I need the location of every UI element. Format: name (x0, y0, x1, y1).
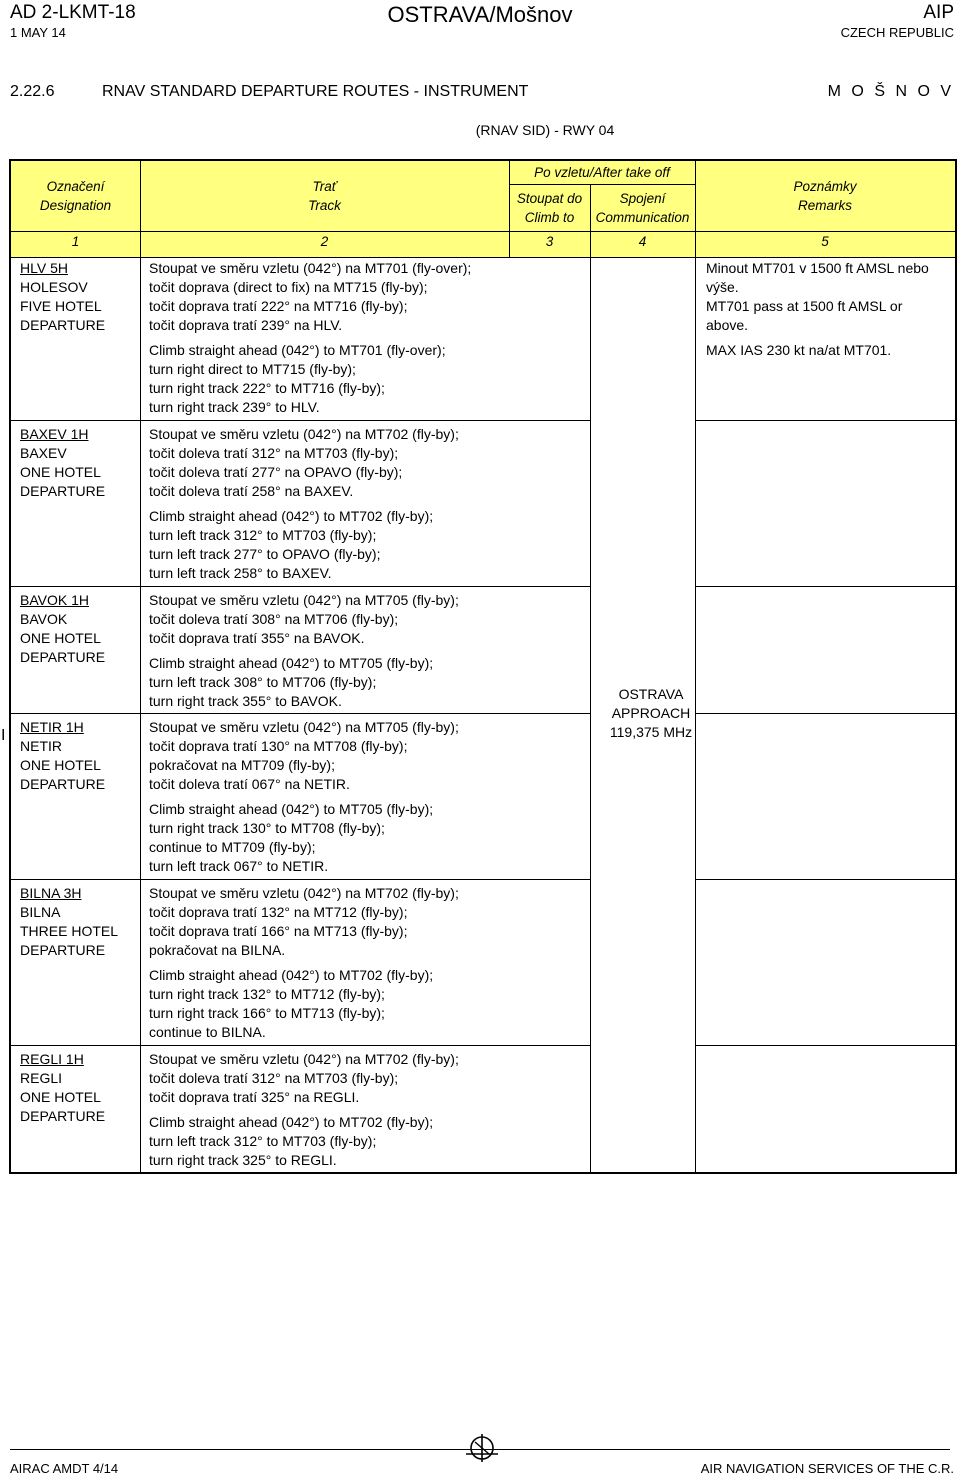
route-designation-bavok1h (20, 591, 105, 667)
track-line: turn right track 325° to REGLI. (149, 1152, 337, 1168)
track-en (149, 341, 599, 417)
track-en (149, 800, 599, 876)
track-line: turn left track 277° to OPAVO (fly-by); (149, 546, 381, 562)
route-name-line: DEPARTURE (20, 776, 106, 792)
track-line: Stoupat ve směru vzletu (042°) na MT705 (fly-by); (149, 719, 459, 735)
route-track-bilna3h (149, 884, 599, 1042)
column-number-2: 2 (320, 234, 329, 249)
row-divider-5-remarks (695, 1045, 955, 1046)
track-line: Stoupat ve směru vzletu (042°) na MT701 (fly-over); (149, 260, 472, 276)
ans-logo-icon (462, 1432, 502, 1471)
remarks-header-cz: Poznámky (793, 179, 857, 194)
route-name-line: THREE HOTEL (20, 923, 119, 939)
route-name-line: BAXEV (20, 445, 67, 461)
column-divider-4 (695, 161, 696, 1172)
row-divider-3-remarks (695, 713, 955, 714)
change-bar: I (1, 727, 6, 744)
track-en (149, 966, 599, 1042)
track-line: Climb straight ahead (042°) to MT702 (fly-by); (149, 508, 434, 524)
track-line: pokračovat na BILNA. (149, 942, 286, 958)
header-divider-after-takeoff (509, 184, 695, 185)
section-place: M O Š N O V (827, 83, 954, 100)
track-header-cz: Trať (312, 179, 337, 194)
track-cz (149, 425, 599, 501)
track-line: točit doleva tratí 277° na OPAVO (fly-by); (149, 464, 403, 480)
track-cz (149, 884, 599, 960)
track-line: turn right track 130° to MT708 (fly-by); (149, 820, 385, 836)
track-line: turn left track 258° to BAXEV. (149, 565, 332, 581)
route-code: REGLI 1H (20, 1051, 84, 1067)
climb-header-cz: Stoupat do (516, 191, 583, 206)
track-line: Stoupat ve směru vzletu (042°) na MT705 (fly-by); (149, 592, 459, 608)
route-name-line: DEPARTURE (20, 483, 106, 499)
column-number-4: 4 (638, 234, 647, 249)
track-cz (149, 259, 599, 335)
track-en (149, 507, 599, 583)
column-divider-1 (140, 161, 141, 1172)
track-line: turn right track 222° to MT716 (fly-by); (149, 380, 385, 396)
remarks-cell (706, 259, 956, 360)
communication-header-en: Communication (595, 210, 690, 225)
route-name-line: DEPARTURE (20, 649, 106, 665)
track-line: turn right track 132° to MT712 (fly-by); (149, 986, 385, 1002)
remarks-max-ias: MAX IAS 230 kt na/at MT701. (706, 342, 892, 358)
track-line: turn left track 308° to MT706 (fly-by); (149, 674, 377, 690)
section-title: RNAV STANDARD DEPARTURE ROUTES - INSTRUMENT (102, 83, 529, 100)
row-divider-2-remarks (695, 586, 955, 587)
route-name-line: DEPARTURE (20, 942, 106, 958)
track-line: točit doprava tratí 325° na REGLI. (149, 1089, 360, 1105)
route-track-baxev1h (149, 425, 599, 583)
track-line: continue to MT709 (fly-by); (149, 839, 316, 855)
remarks-line: výše. (706, 279, 739, 295)
track-line: pokračovat na MT709 (fly-by); (149, 757, 335, 773)
designation-header (11, 177, 140, 215)
document-id: AD 2-LKMT-18 (10, 2, 136, 23)
section-subtitle: (RNAV SID) - RWY 04 (475, 122, 615, 138)
route-designation-bilna3h (20, 884, 118, 960)
route-code: BAXEV 1H (20, 426, 89, 442)
row-divider-1-remarks (695, 420, 955, 421)
track-line: točit doprava (direct to fix) na MT715 (fly-by); (149, 279, 428, 295)
row-divider-4-remarks (695, 879, 955, 880)
climb-header (509, 189, 590, 227)
communication-header (590, 189, 695, 227)
track-line: Climb straight ahead (042°) to MT702 (fly-by); (149, 967, 434, 983)
route-track-hlv5h (149, 259, 599, 417)
track-line: continue to BILNA. (149, 1024, 266, 1040)
aip-label: AIP (923, 2, 954, 23)
route-name-line: ONE HOTEL (20, 1089, 101, 1105)
track-line: turn left track 067° to NETIR. (149, 858, 329, 874)
route-name-line: HOLESOV (20, 279, 88, 295)
climb-header-en: Climb to (524, 210, 575, 225)
route-track-regli1h (149, 1050, 599, 1170)
remarks-header-en: Remarks (797, 198, 852, 213)
route-name-line: FIVE HOTEL (20, 298, 102, 314)
track-line: Stoupat ve směru vzletu (042°) na MT702 (fly-by); (149, 885, 459, 901)
row-divider-2 (11, 586, 590, 587)
track-line: Climb straight ahead (042°) to MT705 (fly-by); (149, 801, 434, 817)
track-header (140, 177, 509, 215)
communication-header-cz: Spojení (619, 191, 666, 206)
track-line: turn right track 355° to BAVOK. (149, 693, 342, 709)
route-code: NETIR 1H (20, 719, 84, 735)
track-line: točit doleva tratí 067° na NETIR. (149, 776, 350, 792)
designation-header-en: Designation (39, 198, 112, 213)
footer-publisher: AIR NAVIGATION SERVICES OF THE C.R. (700, 1461, 954, 1476)
track-line: Climb straight ahead (042°) to MT702 (fly-by); (149, 1114, 434, 1130)
track-line: Stoupat ve směru vzletu (042°) na MT702 (fly-by); (149, 1051, 459, 1067)
track-line: turn left track 312° to MT703 (fly-by); (149, 527, 377, 543)
communication-line: APPROACH (611, 705, 691, 721)
track-line: Climb straight ahead (042°) to MT705 (fly-by); (149, 655, 434, 671)
track-cz (149, 1050, 599, 1107)
track-line: točit doprava tratí 239° na HLV. (149, 317, 343, 333)
route-designation-baxev1h (20, 425, 105, 501)
designation-header-cz: Označení (46, 179, 105, 194)
track-line: točit doprava tratí 132° na MT712 (fly-by); (149, 904, 408, 920)
row-divider-1 (11, 420, 590, 421)
column-number-5: 5 (821, 234, 829, 249)
route-name-line: DEPARTURE (20, 317, 106, 333)
document-date: 1 MAY 14 (10, 25, 66, 40)
after-takeoff-header: Po vzletu/After take off (534, 165, 670, 180)
track-line: turn right track 166° to MT713 (fly-by); (149, 1005, 385, 1021)
route-designation-regli1h (20, 1050, 105, 1126)
route-code: HLV 5H (20, 260, 68, 276)
communication-frequency: 119,375 MHz (609, 724, 693, 740)
column-number-1: 1 (71, 234, 80, 249)
route-name-line: BAVOK (20, 611, 68, 627)
section-number: 2.22.6 (10, 83, 55, 100)
track-line: točit doleva tratí 312° na MT703 (fly-by); (149, 1070, 399, 1086)
route-name-line: DEPARTURE (20, 1108, 106, 1124)
track-line: točit doprava tratí 222° na MT716 (fly-by); (149, 298, 408, 314)
page-title: OSTRAVA/Mošnov (387, 2, 573, 27)
track-line: turn right direct to MT715 (fly-by); (149, 361, 356, 377)
remarks-line: Minout MT701 v 1500 ft AMSL nebo (706, 260, 929, 276)
route-code: BAVOK 1H (20, 592, 89, 608)
communication-cell (599, 685, 703, 742)
route-name-line: BILNA (20, 904, 61, 920)
communication-line: OSTRAVA (618, 686, 684, 702)
route-track-bavok1h (149, 591, 599, 711)
track-line: Climb straight ahead (042°) to MT701 (fly-over); (149, 342, 446, 358)
track-en (149, 1113, 599, 1170)
track-line: točit doleva tratí 258° na BAXEV. (149, 483, 354, 499)
track-line: točit doleva tratí 308° na MT706 (fly-by); (149, 611, 399, 627)
route-code: BILNA 3H (20, 885, 82, 901)
track-line: turn right track 239° to HLV. (149, 399, 320, 415)
route-name-line: ONE HOTEL (20, 464, 101, 480)
row-divider-5 (11, 1045, 590, 1046)
route-designation-hlv5h (20, 259, 105, 335)
remarks-line: above. (706, 317, 749, 333)
sid-table (9, 159, 957, 1174)
track-line: točit doleva tratí 312° na MT703 (fly-by); (149, 445, 399, 461)
route-track-netir1h (149, 718, 599, 876)
track-line: turn left track 312° to MT703 (fly-by); (149, 1133, 377, 1149)
column-number-3: 3 (545, 234, 554, 249)
track-cz (149, 718, 599, 794)
route-name-line: ONE HOTEL (20, 630, 101, 646)
header-divider-numbers (11, 257, 955, 258)
track-line: Stoupat ve směru vzletu (042°) na MT702 (fly-by); (149, 426, 459, 442)
track-en (149, 654, 599, 711)
header-divider-titles (11, 231, 955, 232)
track-line: točit doprava tratí 166° na MT713 (fly-by); (149, 923, 408, 939)
route-name-line: NETIR (20, 738, 62, 754)
track-cz (149, 591, 599, 648)
track-line: točit doprava tratí 355° na BAVOK. (149, 630, 365, 646)
footer-amendment: AIRAC AMDT 4/14 (10, 1461, 119, 1476)
remarks-line: MT701 pass at 1500 ft AMSL or (706, 298, 903, 314)
country-label: CZECH REPUBLIC (840, 25, 954, 40)
route-name-line: REGLI (20, 1070, 63, 1086)
remarks-header (695, 177, 955, 215)
row-divider-3 (11, 713, 590, 714)
route-name-line: ONE HOTEL (20, 757, 101, 773)
row-divider-4 (11, 879, 590, 880)
track-header-en: Track (308, 198, 341, 213)
track-line: točit doprava tratí 130° na MT708 (fly-by); (149, 738, 408, 754)
route-designation-netir1h (20, 718, 105, 794)
